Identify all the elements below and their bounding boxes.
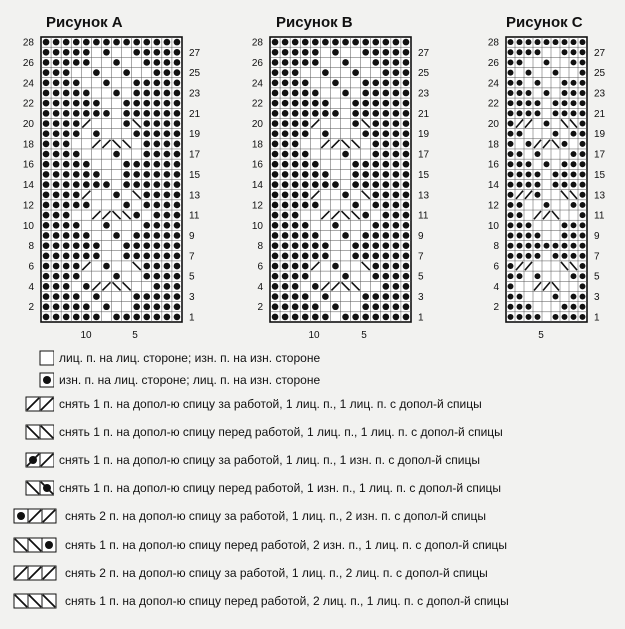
purl-dot — [517, 39, 523, 45]
purl-dot — [580, 263, 586, 269]
purl-dot — [526, 161, 532, 167]
purl-dot — [508, 283, 514, 289]
row-number-left: 24 — [251, 78, 263, 90]
row-number-right: 17 — [594, 149, 606, 161]
row-number-right: 23 — [594, 88, 606, 100]
row-number-left: 10 — [251, 220, 263, 232]
purl-dot — [544, 39, 550, 45]
purl-dot — [580, 90, 586, 96]
purl-dot — [508, 222, 514, 228]
purl-dot — [517, 243, 523, 249]
purl-dot — [580, 131, 586, 137]
purl-dot — [517, 110, 523, 116]
purl-dot — [544, 243, 550, 249]
symbol-dot — [43, 484, 51, 492]
purl-dot — [562, 233, 568, 239]
row-number-left: 18 — [251, 139, 263, 151]
legend-text: лиц. п. на лиц. стороне; изн. п. на изн. стороне — [59, 351, 321, 365]
purl-dot — [580, 233, 586, 239]
row-number-right: 9 — [418, 230, 424, 242]
column-label: 5 — [538, 330, 544, 341]
purl-dot — [508, 39, 514, 45]
purl-dot — [571, 161, 577, 167]
purl-dot — [562, 49, 568, 55]
purl-dot — [571, 304, 577, 310]
row-number-right: 27 — [418, 47, 430, 59]
purl-dot — [517, 202, 523, 208]
purl-dot — [580, 283, 586, 289]
purl-dot — [562, 182, 568, 188]
purl-dot — [508, 49, 514, 55]
purl-dot — [571, 110, 577, 116]
row-number-left: 24 — [22, 78, 34, 90]
symbol-cell — [40, 351, 54, 365]
purl-dot — [571, 243, 577, 249]
purl-dot — [508, 202, 514, 208]
purl-dot — [526, 39, 532, 45]
legend-item — [12, 505, 486, 527]
row-number-right: 3 — [418, 292, 424, 304]
purl-dot — [571, 80, 577, 86]
purl-dot — [553, 314, 559, 320]
row-number-left: 4 — [257, 281, 263, 293]
purl-dot — [535, 39, 541, 45]
purl-dot — [562, 222, 568, 228]
row-number-right: 1 — [594, 312, 600, 324]
purl-dot — [571, 222, 577, 228]
purl-dot — [517, 59, 523, 65]
purl-dot — [508, 110, 514, 116]
row-number-left: 10 — [487, 220, 499, 232]
row-number-left: 22 — [487, 98, 499, 110]
legend-item — [12, 421, 503, 443]
row-number-right: 27 — [594, 47, 606, 59]
purl-dot — [526, 100, 532, 106]
row-number-left: 16 — [251, 159, 263, 171]
purl-dot — [508, 59, 514, 65]
purl-dot — [580, 121, 586, 127]
purl-dot — [508, 161, 514, 167]
legend-text: снять 1 п. на допол-ю спицу перед работой, 2 изн. п., 1 лиц. п. с допол-й спицы — [65, 538, 508, 552]
purl-dot — [571, 49, 577, 55]
purl-dot — [508, 131, 514, 137]
row-number-left: 8 — [257, 241, 263, 253]
purl-dot — [562, 80, 568, 86]
purl-dot — [508, 121, 514, 127]
purl-dot — [562, 171, 568, 177]
row-number-right: 25 — [189, 68, 201, 80]
purl-dot — [517, 212, 523, 218]
row-number-right: 3 — [189, 292, 195, 304]
purl-dot — [535, 182, 541, 188]
row-number-left: 12 — [251, 200, 263, 212]
row-number-left: 6 — [257, 261, 263, 273]
legend-symbol-icon — [12, 424, 54, 440]
purl-dot — [526, 222, 532, 228]
row-number-left: 2 — [28, 302, 34, 314]
purl-dot — [562, 141, 568, 147]
row-number-right: 5 — [418, 271, 424, 283]
purl-dot — [553, 70, 559, 76]
column-label: 5 — [361, 330, 367, 341]
purl-dot — [508, 90, 514, 96]
purl-dot — [526, 182, 532, 188]
row-number-right: 23 — [418, 88, 430, 100]
purl-dot — [562, 243, 568, 249]
purl-dot — [580, 314, 586, 320]
purl-dot — [508, 263, 514, 269]
purl-dot — [508, 141, 514, 147]
row-number-left: 18 — [22, 139, 34, 151]
purl-dot — [580, 171, 586, 177]
purl-dot — [580, 304, 586, 310]
row-number-right: 7 — [418, 251, 424, 263]
row-number-left: 16 — [22, 159, 34, 171]
row-number-right: 13 — [418, 190, 430, 202]
row-number-right: 17 — [189, 149, 201, 161]
purl-dot — [580, 49, 586, 55]
purl-dot — [571, 202, 577, 208]
purl-dot — [571, 233, 577, 239]
purl-dot — [535, 80, 541, 86]
legend-symbol-icon — [12, 537, 60, 553]
row-number-right: 21 — [594, 108, 606, 120]
purl-dot — [535, 192, 541, 198]
purl-dot — [571, 182, 577, 188]
row-number-right: 19 — [594, 129, 606, 141]
purl-dot — [580, 100, 586, 106]
row-number-left: 26 — [22, 57, 34, 69]
purl-dot — [580, 59, 586, 65]
legend-symbol-icon — [12, 508, 60, 524]
purl-dot — [526, 141, 532, 147]
purl-dot — [535, 151, 541, 157]
purl-dot — [526, 314, 532, 320]
purl-dot — [508, 314, 514, 320]
purl-dot — [535, 233, 541, 239]
purl-dot — [517, 90, 523, 96]
legend-text: снять 1 п. на допол-ю спицу перед работой, 1 изн. п., 1 лиц. п. с допол-й спицы — [59, 481, 502, 495]
row-number-left: 2 — [257, 302, 263, 314]
purl-dot — [571, 294, 577, 300]
row-number-right: 15 — [418, 169, 430, 181]
purl-dot — [508, 294, 514, 300]
purl-dot — [553, 100, 559, 106]
purl-dot — [571, 314, 577, 320]
symbol-dot — [45, 541, 53, 549]
purl-dot — [517, 294, 523, 300]
row-number-left: 10 — [22, 220, 34, 232]
legend-item — [12, 347, 320, 369]
column-label: 10 — [308, 330, 320, 341]
row-number-right: 7 — [189, 251, 195, 263]
row-number-right: 5 — [594, 271, 600, 283]
legend-text: снять 1 п. на допол-ю спицу перед работой, 2 лиц. п., 1 лиц. п. с допол-й спицы — [65, 594, 509, 608]
purl-dot — [508, 243, 514, 249]
legend-item — [12, 393, 482, 415]
purl-dot — [517, 222, 523, 228]
purl-dot — [517, 304, 523, 310]
row-number-left: 4 — [28, 281, 34, 293]
row-number-right: 15 — [594, 169, 606, 181]
purl-dot — [535, 273, 541, 279]
purl-dot — [526, 110, 532, 116]
purl-dot — [580, 212, 586, 218]
purl-dot — [580, 243, 586, 249]
purl-dot — [517, 100, 523, 106]
purl-dot — [508, 80, 514, 86]
legend-symbol-icon — [12, 452, 54, 468]
purl-dot — [535, 49, 541, 55]
purl-dot — [526, 171, 532, 177]
row-number-right: 5 — [189, 271, 195, 283]
purl-dot — [571, 39, 577, 45]
row-number-left: 6 — [493, 261, 499, 273]
purl-dot — [517, 273, 523, 279]
purl-dot — [535, 253, 541, 259]
purl-dot — [580, 192, 586, 198]
symbol-dot — [43, 376, 51, 384]
purl-dot — [562, 100, 568, 106]
purl-dot — [508, 304, 514, 310]
row-number-right: 11 — [418, 210, 429, 222]
row-number-right: 9 — [594, 230, 600, 242]
legend-item — [12, 369, 320, 391]
purl-dot — [580, 39, 586, 45]
row-number-right: 1 — [418, 312, 424, 324]
row-number-right: 13 — [189, 190, 201, 202]
row-number-left: 28 — [251, 37, 263, 49]
purl-dot — [562, 304, 568, 310]
row-number-left: 12 — [22, 200, 34, 212]
purl-dot — [535, 314, 541, 320]
row-number-left: 14 — [22, 180, 34, 192]
row-number-left: 20 — [487, 119, 499, 131]
row-number-right: 11 — [594, 210, 605, 222]
legend-text: снять 2 п. на допол-ю спицу за работой, 1 лиц. п., 2 изн. п. с допол-й спицы — [65, 509, 486, 523]
purl-dot — [553, 39, 559, 45]
purl-dot — [580, 222, 586, 228]
purl-dot — [580, 294, 586, 300]
purl-dot — [571, 253, 577, 259]
row-number-right: 21 — [418, 108, 430, 120]
row-number-left: 24 — [487, 78, 499, 90]
purl-dot — [508, 70, 514, 76]
row-number-left: 22 — [22, 98, 34, 110]
column-label: 5 — [132, 330, 138, 341]
purl-dot — [553, 182, 559, 188]
row-number-left: 28 — [487, 37, 499, 49]
row-number-left: 8 — [28, 241, 34, 253]
row-number-right: 3 — [594, 292, 600, 304]
purl-dot — [562, 110, 568, 116]
purl-dot — [526, 243, 532, 249]
purl-dot — [580, 70, 586, 76]
legend-symbol-icon — [12, 593, 60, 609]
purl-dot — [517, 151, 523, 157]
purl-dot — [508, 212, 514, 218]
legend-symbol-icon — [12, 480, 54, 496]
purl-dot — [580, 80, 586, 86]
purl-dot — [526, 70, 532, 76]
row-number-right: 19 — [418, 129, 430, 141]
purl-dot — [508, 233, 514, 239]
purl-dot — [526, 49, 532, 55]
purl-dot — [544, 161, 550, 167]
row-number-right: 19 — [189, 129, 201, 141]
legend-text: снять 2 п. на допол-ю спицу за работой, 1 лиц. п., 2 лиц. п. с допол-й спицы — [65, 566, 488, 580]
row-number-right: 17 — [418, 149, 430, 161]
chart-a-title: Рисунок А — [46, 14, 123, 31]
purl-dot — [508, 100, 514, 106]
legend-item — [12, 449, 480, 471]
symbol-dot — [29, 456, 37, 464]
purl-dot — [544, 121, 550, 127]
row-number-left: 26 — [251, 57, 263, 69]
row-number-right: 25 — [418, 68, 430, 80]
purl-dot — [508, 192, 514, 198]
purl-dot — [553, 110, 559, 116]
purl-dot — [562, 161, 568, 167]
purl-dot — [571, 151, 577, 157]
purl-dot — [553, 243, 559, 249]
row-number-right: 7 — [594, 251, 600, 263]
row-number-right: 25 — [594, 68, 606, 80]
row-number-left: 4 — [493, 281, 499, 293]
purl-dot — [526, 304, 532, 310]
row-number-left: 16 — [487, 159, 499, 171]
purl-dot — [544, 90, 550, 96]
purl-dot — [571, 131, 577, 137]
purl-dot — [571, 100, 577, 106]
purl-dot — [571, 171, 577, 177]
row-number-left: 12 — [487, 200, 499, 212]
symbol-dot — [17, 512, 25, 520]
legend-symbol-icon — [12, 396, 54, 412]
legend-item — [12, 477, 501, 499]
row-number-left: 2 — [493, 302, 499, 314]
purl-dot — [517, 49, 523, 55]
purl-dot — [562, 253, 568, 259]
row-number-left: 22 — [251, 98, 263, 110]
legend-item — [12, 590, 509, 612]
row-number-left: 14 — [251, 180, 263, 192]
purl-dot — [535, 100, 541, 106]
legend-item — [12, 534, 507, 556]
purl-dot — [526, 90, 532, 96]
column-label: 10 — [80, 330, 92, 341]
row-number-left: 20 — [251, 119, 263, 131]
purl-dot — [508, 273, 514, 279]
row-number-right: 15 — [189, 169, 201, 181]
purl-dot — [562, 90, 568, 96]
row-number-right: 23 — [189, 88, 201, 100]
legend-item — [12, 562, 488, 584]
row-number-left: 28 — [22, 37, 34, 49]
row-number-left: 8 — [493, 241, 499, 253]
purl-dot — [580, 141, 586, 147]
purl-dot — [517, 171, 523, 177]
chart-b-title: Рисунок В — [276, 14, 353, 31]
purl-dot — [517, 314, 523, 320]
purl-dot — [544, 59, 550, 65]
legend-symbol-icon — [12, 565, 60, 581]
purl-dot — [508, 151, 514, 157]
purl-dot — [580, 202, 586, 208]
purl-dot — [553, 171, 559, 177]
purl-dot — [508, 182, 514, 188]
legend-text: снять 1 п. на допол-ю спицу за работой, 1 лиц. п., 1 лиц. п. с допол-й спицы — [59, 397, 482, 411]
purl-dot — [508, 171, 514, 177]
purl-dot — [517, 80, 523, 86]
purl-dot — [508, 253, 514, 259]
purl-dot — [517, 131, 523, 137]
legend-text: изн. п. на лиц. стороне; лиц. п. на изн. стороне — [59, 373, 321, 387]
row-number-right: 9 — [189, 230, 195, 242]
purl-dot — [553, 131, 559, 137]
legend-text: снять 1 п. на допол-ю спицу за работой, 1 лиц. п., 1 изн. п. с допол-й спицы — [59, 453, 480, 467]
legend-symbol-icon — [12, 372, 54, 388]
purl-dot — [562, 314, 568, 320]
purl-dot — [526, 233, 532, 239]
purl-dot — [571, 90, 577, 96]
legend-symbol-icon — [12, 350, 54, 366]
purl-dot — [517, 233, 523, 239]
purl-dot — [562, 39, 568, 45]
row-number-right: 11 — [189, 210, 200, 222]
row-number-right: 27 — [189, 47, 201, 59]
purl-dot — [580, 182, 586, 188]
purl-dot — [517, 161, 523, 167]
row-number-right: 21 — [189, 108, 201, 120]
purl-dot — [571, 59, 577, 65]
purl-dot — [544, 202, 550, 208]
purl-dot — [553, 294, 559, 300]
legend-text: снять 1 п. на допол-ю спицу перед работой, 1 лиц. п., 1 лиц. п. с допол-й спицы — [59, 425, 503, 439]
row-number-left: 14 — [487, 180, 499, 192]
purl-dot — [553, 253, 559, 259]
purl-dot — [580, 151, 586, 157]
row-number-right: 1 — [189, 312, 195, 324]
purl-dot — [517, 253, 523, 259]
row-number-left: 20 — [22, 119, 34, 131]
purl-dot — [580, 253, 586, 259]
row-number-left: 26 — [487, 57, 499, 69]
purl-dot — [571, 273, 577, 279]
purl-dot — [580, 273, 586, 279]
row-number-left: 6 — [28, 261, 34, 273]
purl-dot — [535, 243, 541, 249]
purl-dot — [580, 161, 586, 167]
purl-dot — [535, 110, 541, 116]
purl-dot — [535, 171, 541, 177]
row-number-left: 18 — [487, 139, 499, 151]
row-number-right: 13 — [594, 190, 606, 202]
purl-dot — [517, 182, 523, 188]
chart-c-title: Рисунок С — [506, 14, 583, 31]
purl-dot — [580, 110, 586, 116]
purl-dot — [526, 253, 532, 259]
